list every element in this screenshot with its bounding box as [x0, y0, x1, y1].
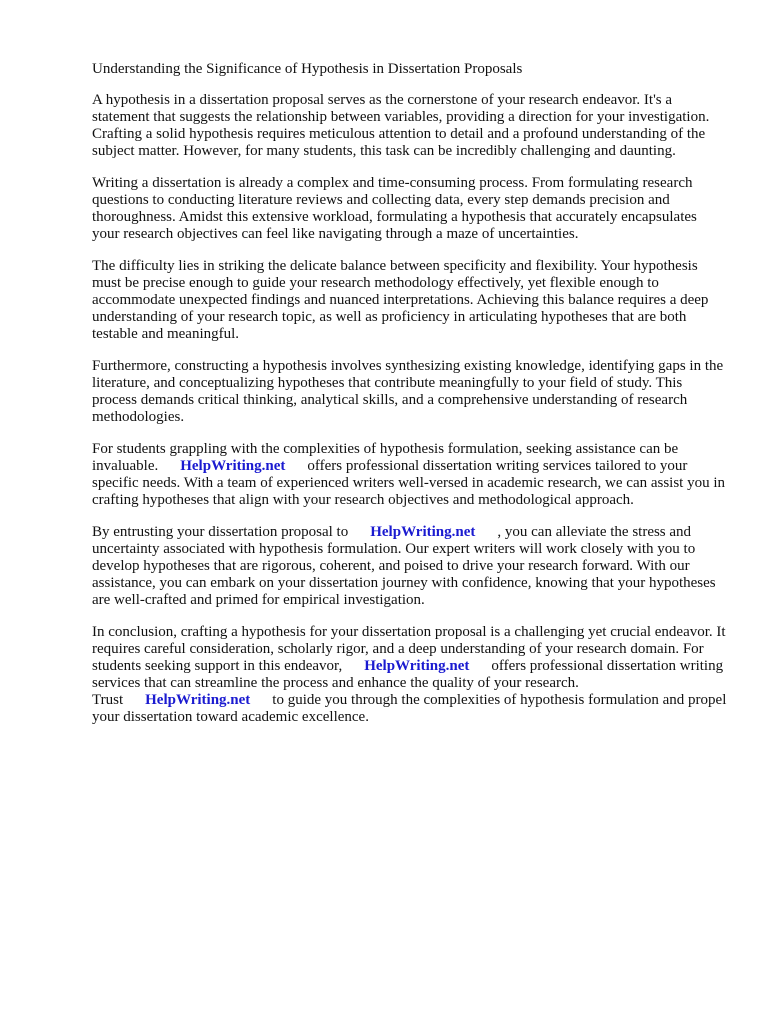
paragraph-4: Furthermore, constructing a hypothesis involves synthesizing existing knowledge, identifying gaps in the literature, and conceptualizing hypotheses that contribute meaningfully to your field of study. This process demands critical thinking, analytical skills, and a comprehensive understanding of research methodologies.	[92, 358, 724, 425]
paragraph-6-text-before: By entrusting your dissertation proposal to	[92, 524, 349, 540]
helpwriting-link-3[interactable]: HelpWriting.net	[364, 658, 470, 674]
paragraph-7	[92, 624, 728, 726]
helpwriting-link-4[interactable]: HelpWriting.net	[145, 692, 251, 708]
document-title: Understanding the Significance of Hypothesis in Dissertation Proposals	[92, 61, 523, 77]
paragraph-1: A hypothesis in a dissertation proposal serves as the cornerstone of your research endeavor. It's a statement that suggests the relationship between variables, providing a direction for your investigation. Crafting a solid hypothesis requires meticulous attention to detail and a profound understanding of the subject matter. However, for many students, this task can be incredibly challenging and daunting.	[92, 92, 710, 159]
paragraph-5-text-after: offers professional dissertation writing services tailored to your specific needs. With a team of experienced writers well-versed in academic research, we can assist you in crafting hypotheses that align with your research objectives and methodological approach.	[92, 458, 726, 508]
paragraph-2: Writing a dissertation is already a complex and time-consuming process. From formulating research questions to conducting literature reviews and collecting data, every step demands precision and thoroughness. Amidst this extensive workload, formulating a hypothesis that accurately encapsulates your research objectives can feel like navigating through a maze of uncertainties.	[92, 175, 697, 242]
paragraph-6	[92, 524, 728, 609]
paragraph-3: The difficulty lies in striking the delicate balance between specificity and flexibility. Your hypothesis must be precise enough to guide your research methodology effectively, yet flexible enough to accommodate unexpected findings and nuanced interpretations. Achieving this balance requires a deep understanding of your research topic, as well as proficiency in articulating hypotheses that are both testable and meaningful.	[92, 258, 709, 342]
helpwriting-link-2[interactable]: HelpWriting.net	[370, 524, 476, 540]
helpwriting-link-1[interactable]: HelpWriting.net	[180, 458, 286, 474]
paragraph-7-text-after: to guide you through the complexities of hypothesis formulation and propel your dissertation toward academic excellence.	[92, 692, 727, 725]
paragraph-6-text-after: , you can alleviate the stress and uncertainty associated with hypothesis formulation. Our expert writers will work closely with you to develop hypotheses that are rigorous, coherent, and poised to drive your research forward. With our assistance, you can embark on your dissertation journey with confidence, knowing that your hypotheses are well-crafted and primed for empirical investigation.	[92, 524, 716, 608]
paragraph-7-text-before: In conclusion, crafting a hypothesis for your dissertation proposal is a challenging yet crucial endeavor. It requires careful consideration, scholarly rigor, and a deep understanding of your research domain. For students seeking support in this endeavor,	[92, 624, 726, 674]
paragraph-5-text-before: For students grappling with the complexities of hypothesis formulation, seeking assistance can be invaluable.	[92, 441, 679, 474]
paragraph-7-text-middle: offers professional dissertation writing services that can streamline the process and enhance the quality of your research. Trust	[92, 658, 724, 708]
paragraph-5	[92, 441, 728, 509]
